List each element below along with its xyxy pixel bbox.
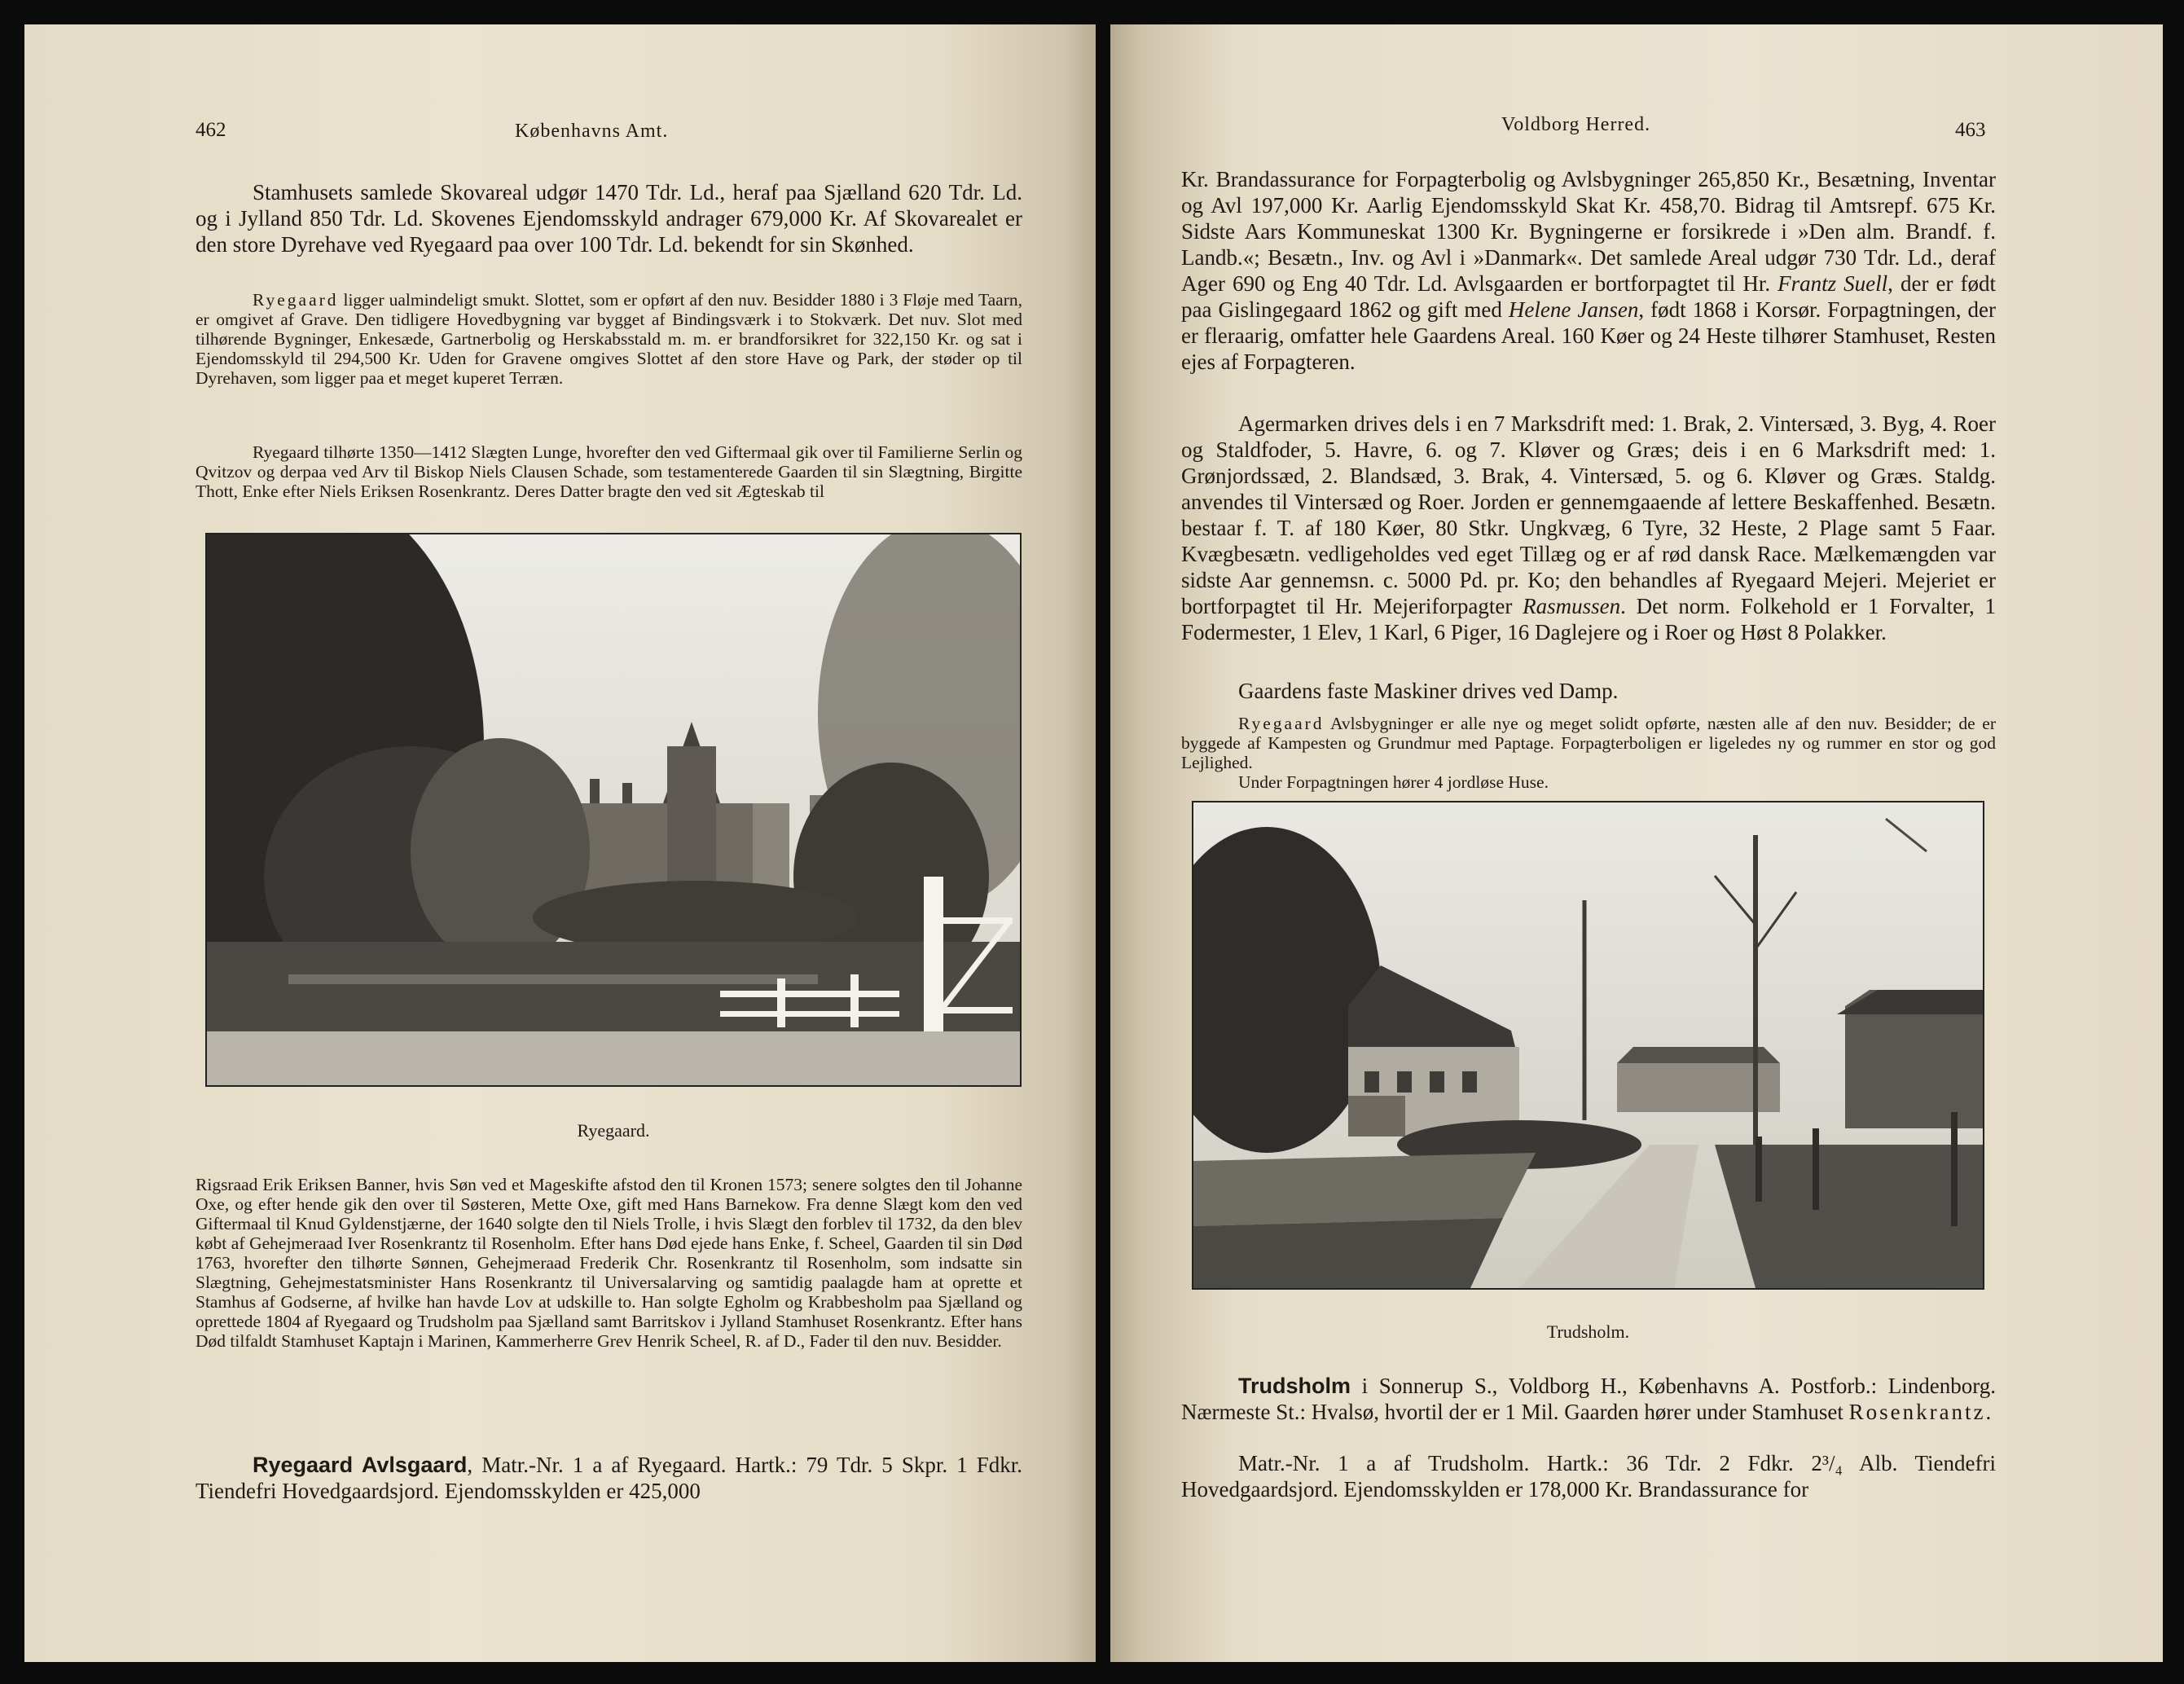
photo-caption: Trudsholm. xyxy=(1546,1321,1630,1342)
paragraph: Agermarken drives dels i en 7 Marksdrift med: 1. Brak, 2. Vintersæd, 3. Byg, 4. Roer og Staldfoder, 5. Havre, 6. og 7. Kløver og Græs; deis i en 6 Marksdrift med: 1. Grønjordssæd, 2. Blandsæd, 3. Brak, 4. Vintersæd, 5. og 6. Kløver og Græs. Staldg. anvendes til Vintersæd og Roer. Jorden er gennemgaaende af lettere Beskaffenhed. Besætn. bestaar f. T. af 180 Køer, 80 Stkr. Ungkvæg, 6 Tyre, 32 Heste, 2 Plage samt 5 Faar. Kvægbesætn. vedligeholdes ved eget Tillæg og er af rød dansk Race. Mælkemængden var sidste Aar gennemsn. c. 5000 Pd. pr. Ko; den behandles af Ryegaard Mejeri. Mejeriet er bortforpagtet til Hr. Mejeriforpagter Rasmussen. Det norm. Folkehold er 1 Forvalter, 1 Fodermester, 1 Elev, 1 Karl, 6 Piger, 16 Daglejere og i Roer og Høst 8 Polakker. xyxy=(1181,411,1997,644)
ryegaard-photo xyxy=(205,533,1022,1087)
paragraph-small: Ryegaard ligger ualmindeligt smukt. Slottet, som er opført af den nuv. Besidder 1880 i 3 Fløje med Taarn, er omgivet af Grave. Den tidligere Hovedbygning var bygget af Bindingsværk i to Stokværk. Det nuv. Slot med tilhørende Bygninger, Enkesæde, Gartnerbolig og Herskabsstald m. m. er brandforsikret for 322,150 Kr. og sat i Ejendomsskyld til 294,500 Kr. Uden for Gravene omgives Slottet af den store Have og Park, der støder op til Dyrehaven, som ligger paa et meget kuperet Terræn. xyxy=(196,290,1022,388)
paragraph: Stamhusets samlede Skovareal udgør 1470 Tdr. Ld., heraf paa Sjælland 620 Tdr. Ld. og i Jylland 850 Tdr. Ld. Skovenes Ejendomsskyld andrager 679,000 Kr. Af Skovarealet er den store Dyrehave ved Ryegaard paa over 100 Tdr. Ld. bekendt for sin Skønhed. xyxy=(196,180,1022,257)
person-name: Helene Jansen xyxy=(1508,297,1639,322)
right-page xyxy=(1110,24,2163,1662)
paragraph: Trudsholm i Sonnerup S., Voldborg H., Københavns A. Postforb.: Lindenborg. Nærmeste St.: Hvalsø, hvortil der er 1 Mil. Gaarden hører under Stamhuset Rosenkrantz. xyxy=(1181,1374,1997,1424)
running-head: Voldborg Herred. xyxy=(1501,114,1651,135)
page-number: 462 xyxy=(196,119,226,141)
photo-caption: Ryegaard. xyxy=(577,1120,650,1141)
page-number: 463 xyxy=(1955,119,1986,141)
place-name: Ryegaard xyxy=(1238,714,1325,733)
paragraph: Matr.-Nr. 1 a af Trudsholm. Hartk.: 36 Tdr. 2 Fdkr. 2³/₄ Alb. Tiendefri Hovedgaardsjord. Ejendomsskylden er 178,000 Kr. Brandassurance for xyxy=(1181,1451,1996,1502)
paragraph-small: Under Forpagtningen hører 4 jordløse Huse. xyxy=(1238,772,1549,792)
place-name: Rosenkrantz xyxy=(1848,1400,1986,1424)
paragraph: Gaardens faste Maskiner drives ved Damp. xyxy=(1238,679,1619,703)
paragraph: Kr. Brandassurance for Forpagterbolig og Avlsbygninger 265,850 Kr., Besætning, Inventar og Avl 197,000 Kr. Aarlig Ejendomsskyld Skat Kr. 458,70. Bidrag til Amtsrepf. 675 Kr. Sidste Aars Kommuneskat 1300 Kr. Bygningerne er forsikrede i »Den alm. Brandf. f. Landb.«; Besætn., Inv. og Avl i »Danmark«. Det samlede Areal udgør 730 Tdr. Ld., deraf Ager 690 og Eng 40 Tdr. Ld. Avlsgaarden er bortforpagtet til Hr. Frantz Suell, der er født paa Gislingegaard 1862 og gift med Helene Jansen, født 1868 i Korsør. Forpagtningen, der er fleraarig, omfatter hele Gaardens Areal. 160 Køer og 24 Heste tilhører Stamhuset, Resten ejes af Forpagteren. xyxy=(1181,167,1997,374)
person-name: Rasmussen xyxy=(1523,594,1621,618)
running-head: Københavns Amt. xyxy=(515,121,669,142)
paragraph-small: Ryegaard tilhørte 1350—1412 Slægten Lunge, hvorefter den ved Giftermaal gik over til Familierne Serlin og Qvitzov og derpaa ved Arv til Biskop Niels Clausen Schade, som testamenterede Gaarden til sin Slægtning, Birgitte Thott, Enke efter Niels Eriksen Rosenkrantz. Deres Datter bragte den ved sit Ægteskab til xyxy=(196,442,1022,501)
paragraph: Ryegaard Avlsgaard, Matr.-Nr. 1 a af Ryegaard. Hartk.: 79 Tdr. 5 Skpr. 1 Fdkr. Tiendefri Hovedgaardsjord. Ejendomsskylden er 425,000 xyxy=(196,1453,1022,1503)
person-name: Frantz Suell xyxy=(1778,271,1888,296)
estate-heading: Trudsholm xyxy=(1238,1374,1351,1398)
paragraph-small: Ryegaard Avlsbygninger er alle nye og meget solidt opførte, næsten alle af den nuv. Besidder; de er byggede af Kampesten og Grundmur med Paptage. Forpagterboligen er ligeledes ny og rummer en stor og god Lejlighed. xyxy=(1181,714,1996,772)
paragraph-small: Rigsraad Erik Eriksen Banner, hvis Søn ved et Mageskifte afstod den til Kronen 1573; senere solgtes den til Johanne Oxe, og efter hende gik den over til Søsteren, Mette Oxe, gift med Hans Barnekow. Fra denne Slægt kom den ved Giftermaal til Knud Gyldenstjærne, der 1640 solgte den til Niels Trolle, i hvis Slægt den forblev til 1732, da den blev købt af Gehejmeraad Iver Rosenkrantz til Rosenholm. Efter hans Død ejede hans Enke, f. Scheel, Gaarden til sin Død 1763, hvorefter den tilhørte Sønnen, Gehejmeraad Frederik Chr. Rosenkrantz til Rosenholm, som indsatte sin Slægtning, Gehejmestatsminister Hans Rosenkrantz til Universalarving og samtidig paalagde ham at oprette et Stamhus af Godserne, af hvilke han havde Lov at udskille to. Han solgte Egholm og Krabbesholm paa Sjælland og oprettede 1804 af Ryegaard og Trudsholm paa Sjælland samt Barritskov i Jylland Stamhuset Rosenkrantz. Efter hans Død tilfaldt Stamhuset Kaptajn i Marinen, Kammerherre Grev Henrik Scheel, R. af D., Fader til den nuv. Besidder. xyxy=(196,1175,1022,1351)
left-page xyxy=(24,24,1096,1662)
estate-heading: Ryegaard Avlsgaard xyxy=(253,1453,468,1477)
place-name: Ryegaard xyxy=(253,290,339,310)
trudsholm-photo xyxy=(1192,801,1984,1290)
